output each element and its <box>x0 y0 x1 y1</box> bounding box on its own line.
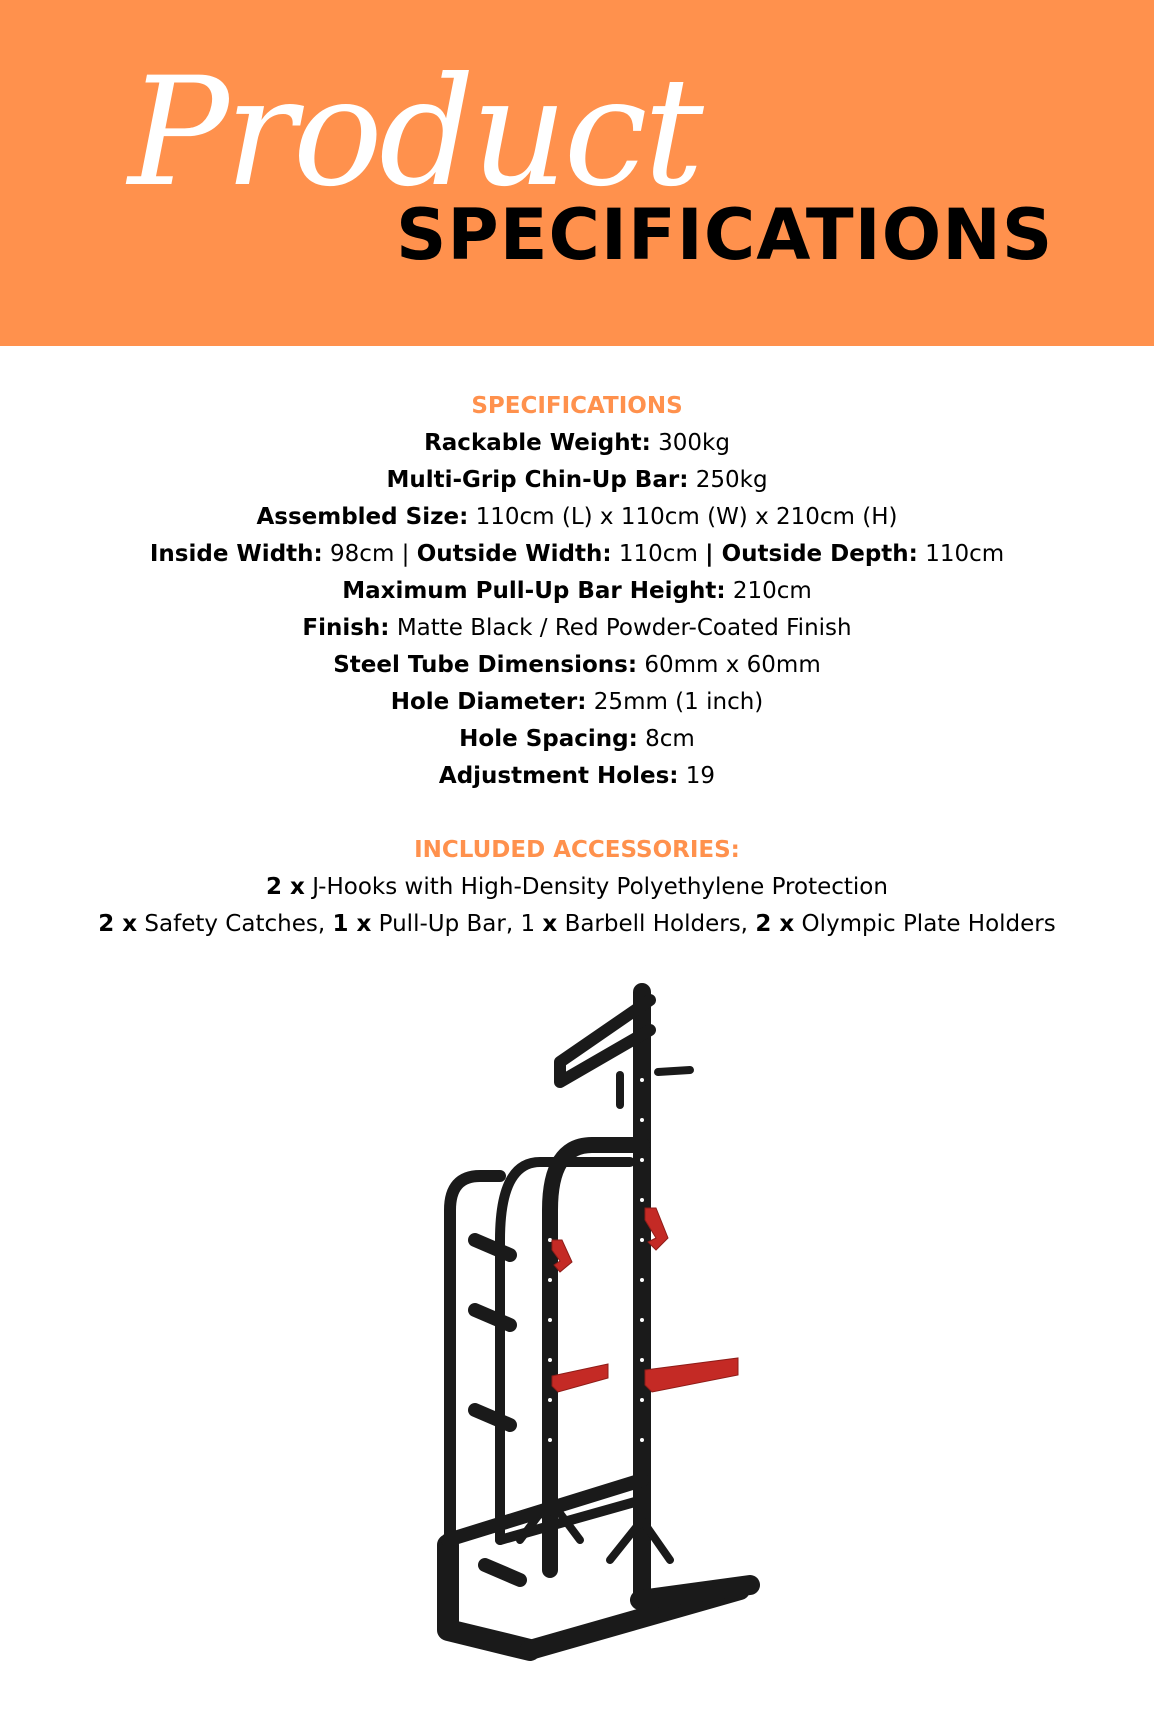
accessory-text: Olympic Plate Holders <box>801 911 1056 937</box>
spec-chin-up-bar <box>0 462 1154 499</box>
half-rack-product-image <box>420 980 860 1670</box>
spec-label: Hole Spacing: <box>459 726 638 752</box>
spec-value: 250kg <box>695 467 768 493</box>
spec-value: 19 <box>685 763 716 789</box>
accessories-line-1 <box>0 869 1154 906</box>
header-banner <box>0 0 1154 346</box>
spec-label: Hole Diameter: <box>390 689 587 715</box>
spec-label: Finish: <box>302 615 390 641</box>
spec-hole-spacing <box>0 721 1154 758</box>
spec-hole-diameter <box>0 684 1154 721</box>
pull-up-handle <box>658 1070 690 1072</box>
spec-label: Steel Tube Dimensions: <box>333 652 638 678</box>
specifications-heading: SPECIFICATIONS <box>471 393 683 419</box>
spec-label: Inside Width: <box>149 541 323 567</box>
accessory-qty: 1 x <box>332 911 372 937</box>
spec-value: 210cm <box>732 578 812 604</box>
spec-label: Multi-Grip Chin-Up Bar: <box>386 467 689 493</box>
section-gap <box>0 795 1154 832</box>
safety-catch <box>645 1358 738 1392</box>
spec-rackable-weight <box>0 425 1154 462</box>
accessory-qty: x <box>542 911 558 937</box>
left-upright <box>450 1176 500 1540</box>
accessory-qty: 2 x <box>98 911 138 937</box>
spec-finish <box>0 610 1154 647</box>
spec-max-pull-up-height <box>0 573 1154 610</box>
spec-label: Rackable Weight: <box>424 430 651 456</box>
spec-value: 25mm (1 inch) <box>593 689 764 715</box>
spec-value: Matte Black / Red Powder-Coated Finish <box>396 615 852 641</box>
block-title: SPECIFICATIONS <box>396 194 1054 276</box>
accessory-qty: 2 x <box>755 911 795 937</box>
accessory-text: Pull-Up Bar, 1 <box>378 911 536 937</box>
spec-value: 8cm <box>645 726 695 752</box>
accessories-line-2 <box>0 906 1154 943</box>
spec-value: 110cm <box>925 541 1005 567</box>
spec-steel-tube <box>0 647 1154 684</box>
accessory-text: J-Hooks with High-Density Polyethylene Protection <box>312 874 888 900</box>
spec-widths <box>0 536 1154 573</box>
spec-value: 60mm x 60mm <box>644 652 821 678</box>
accessory-text: Barbell Holders, <box>564 911 748 937</box>
spec-assembled-size <box>0 499 1154 536</box>
accessories-heading: INCLUDED ACCESSORIES: <box>414 837 740 863</box>
spec-label: | Outside Depth: <box>705 541 918 567</box>
spec-adjustment-holes <box>0 758 1154 795</box>
spec-value: 98cm | <box>330 541 410 567</box>
accessory-qty: 2 x <box>266 874 305 900</box>
accessory-text: Safety Catches, <box>144 911 326 937</box>
spec-content <box>0 388 1154 943</box>
spec-label: Adjustment Holes: <box>438 763 679 789</box>
spec-value: 300kg <box>658 430 730 456</box>
safety-catch <box>552 1364 608 1392</box>
inner-upright <box>500 1162 630 1240</box>
spec-value: 110cm (L) x 110cm (W) x 210cm (H) <box>475 504 898 530</box>
spec-label: Assembled Size: <box>256 504 469 530</box>
spec-value: 110cm <box>618 541 698 567</box>
spec-label: Maximum Pull-Up Bar Height: <box>342 578 726 604</box>
script-title: Product <box>128 46 700 220</box>
spec-label: Outside Width: <box>416 541 612 567</box>
plate-peg <box>485 1565 520 1580</box>
